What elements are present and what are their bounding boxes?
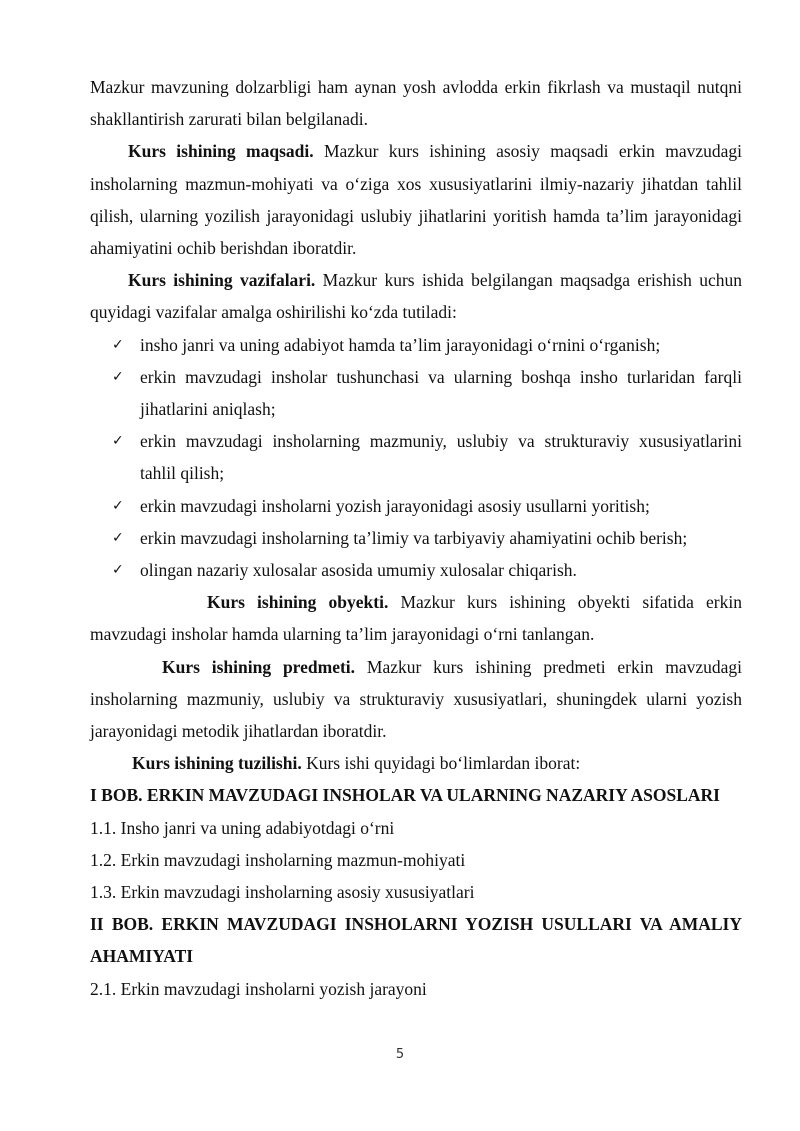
list-item-text: olingan nazariy xulosalar asosida umumiy xulosalar chiqarish. (140, 560, 577, 581)
page-number: 5 (395, 1047, 405, 1062)
list-item-text: erkin mavzudagi insholarning ta’limiy va tarbiyaviy ahamiyatini ochib berish; (140, 527, 688, 548)
vazifa-paragraph (90, 264, 742, 328)
section-2-1: 2.1. Erkin mavzudagi insholarni yozish jarayoni (90, 978, 427, 999)
list-item (90, 361, 742, 425)
maqsad-title: Kurs ishining maqsadi. (128, 141, 314, 162)
checkmark-icon: ✓ (112, 336, 124, 353)
maqsad-paragraph (90, 135, 742, 264)
list-item (90, 329, 742, 361)
checkmark-icon: ✓ (112, 368, 124, 385)
section-1-3: 1.3. Erkin mavzudagi insholarning asosiy xususiyatlari (90, 882, 475, 903)
maqsad-text: Mazkur kurs ishining asosiy maqsadi erkin mavzudagi insholarning mazmun-mohiyati va o‘ziga xos xususiyatlarini ilmiy-nazariy jihatdan tahlil qilish, ularning yozilish jarayonidagi uslubiy jihatlarini yoritish hamda ta’lim jarayonidagi ahamiyatini ochib berishdan iboratdir. (90, 141, 742, 259)
list-item (90, 425, 742, 489)
obyekt-text: Mazkur kurs ishining obyekti sifatida erkin mavzudagi insholar hamda ularning ta’lim jarayonidagi o‘rni tanlangan. (90, 592, 742, 645)
section-1-1: 1.1. Insho janri va uning adabiyotdagi o‘rni (90, 817, 395, 838)
tuzilish-paragraph (90, 747, 742, 779)
checkmark-icon: ✓ (112, 562, 124, 579)
list-item-text: insho janri va uning adabiyot hamda ta’lim jarayonidagi o‘rnini o‘rganish; (140, 334, 661, 355)
vazifa-text: Mazkur kurs ishida belgilangan maqsadga erishish uchun quyidagi vazifalar amalga oshirilishi ko‘zda tutiladi: (90, 270, 742, 323)
chapter-1-heading: I BOB. ERKIN MAVZUDAGI INSHOLAR VA ULARNING NAZARIY ASOSLARI (90, 785, 720, 806)
intro-paragraph: Mazkur mavzuning dolzarbligi ham aynan yosh avlodda erkin fikrlash va mustaqil nutqni shakllantirish zarurati bilan belgilanadi. (90, 77, 742, 130)
page-content (90, 71, 742, 1005)
predmet-text: Mazkur kurs ishining predmeti erkin mavzudagi insholarning mazmuniy, uslubiy va strukturaviy xususiyatlari, shuningdek ularni yozish jarayonidagi metodik jihatlardan iboratdir. (90, 656, 742, 742)
checkmark-icon: ✓ (112, 497, 124, 514)
tuzilish-title: Kurs ishining tuzilishi. (132, 753, 302, 774)
predmet-paragraph (90, 651, 742, 748)
chapter-2-heading: II BOB. ERKIN MAVZUDAGI INSHOLARNI YOZISH USULLARI VA AMALIY AHAMIYATI (90, 914, 742, 967)
predmet-title: Kurs ishining predmeti. (162, 656, 356, 677)
tuzilish-text: Kurs ishi quyidagi bo‘limlardan iborat: (301, 753, 581, 774)
list-item-text: erkin mavzudagi insholarni yozish jarayonidagi asosiy usullarni yoritish; (140, 495, 650, 516)
section-1-2: 1.2. Erkin mavzudagi insholarning mazmun-mohiyati (90, 849, 466, 870)
tasks-list (90, 329, 742, 587)
list-item-text: erkin mavzudagi insholar tushunchasi va ularning boshqa insho turlaridan farqli jihatlarini aniqlash; (140, 366, 742, 420)
list-item-text: erkin mavzudagi insholarning mazmuniy, uslubiy va strukturaviy xususiyatlarini tahlil qilish; (140, 431, 742, 484)
vazifa-title: Kurs ishining vazifalari. (128, 270, 316, 291)
obyekt-title: Kurs ishining obyekti. (207, 592, 389, 613)
list-item (90, 490, 742, 522)
list-item (90, 554, 742, 586)
checkmark-icon: ✓ (112, 529, 124, 546)
obyekt-paragraph (90, 586, 742, 650)
checkmark-icon: ✓ (112, 433, 124, 450)
list-item (90, 522, 742, 554)
